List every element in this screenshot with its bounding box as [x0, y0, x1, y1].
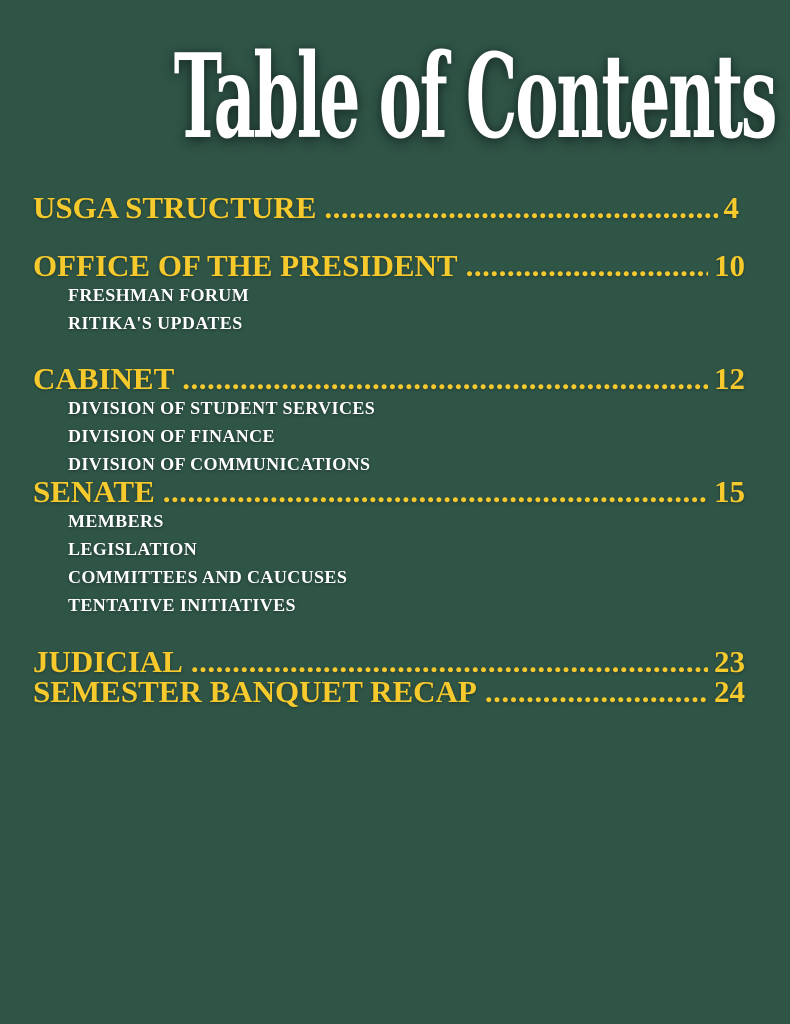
- toc-entry-senate[interactable]: [33, 474, 745, 510]
- toc-entry-page-number: 23: [714, 644, 745, 679]
- toc-entry-semester-banquet-recap[interactable]: [33, 674, 745, 710]
- toc-entry-label: OFFICE OF THE PRESIDENT: [33, 248, 458, 283]
- toc-entry-label: USGA STRUCTURE: [33, 190, 317, 225]
- toc-subitem-division-of-communications[interactable]: DIVISION OF COMMUNICATIONS: [68, 454, 371, 474]
- toc-subitem-freshman-forum[interactable]: FRESHMAN FORUM: [68, 285, 250, 305]
- dot-leader: [485, 674, 708, 710]
- toc-subitem-members[interactable]: MEMBERS: [68, 511, 164, 531]
- toc-subitem-tentative-initiatives[interactable]: TENTATIVE INITIATIVES: [68, 595, 296, 615]
- toc-subitem-division-of-student-services[interactable]: DIVISION OF STUDENT SERVICES: [68, 398, 376, 418]
- toc-entry-label: CABINET: [33, 361, 175, 396]
- toc-entry-label: SEMESTER BANQUET RECAP: [33, 674, 477, 709]
- toc-subitem-legislation[interactable]: LEGISLATION: [68, 539, 198, 559]
- dot-leader: [324, 190, 717, 226]
- toc-entry-label: JUDICIAL: [33, 644, 183, 679]
- toc-entry-page-number: 15: [714, 474, 745, 509]
- dot-leader: [163, 474, 708, 510]
- toc-subitem-committees-and-caucuses[interactable]: COMMITTEES AND CAUCUSES: [68, 567, 348, 587]
- toc-entry-page-number: 12: [714, 361, 745, 396]
- page-title: Table of Contents: [173, 29, 776, 165]
- toc-entry-cabinet[interactable]: [33, 361, 745, 397]
- toc-entry-page-number: 4: [723, 190, 739, 225]
- toc-subitem-ritikas-updates[interactable]: RITIKA'S UPDATES: [68, 313, 243, 333]
- toc-entry-usga-structure[interactable]: [33, 190, 745, 226]
- toc-subitem-division-of-finance[interactable]: DIVISION OF FINANCE: [68, 426, 275, 446]
- dot-leader: [182, 361, 708, 397]
- toc-entry-label: SENATE: [33, 474, 155, 509]
- toc-entry-office-of-the-president[interactable]: [33, 248, 745, 284]
- toc-entry-page-number: 24: [714, 674, 745, 709]
- dot-leader: [466, 248, 708, 284]
- toc-entry-page-number: 10: [714, 248, 745, 283]
